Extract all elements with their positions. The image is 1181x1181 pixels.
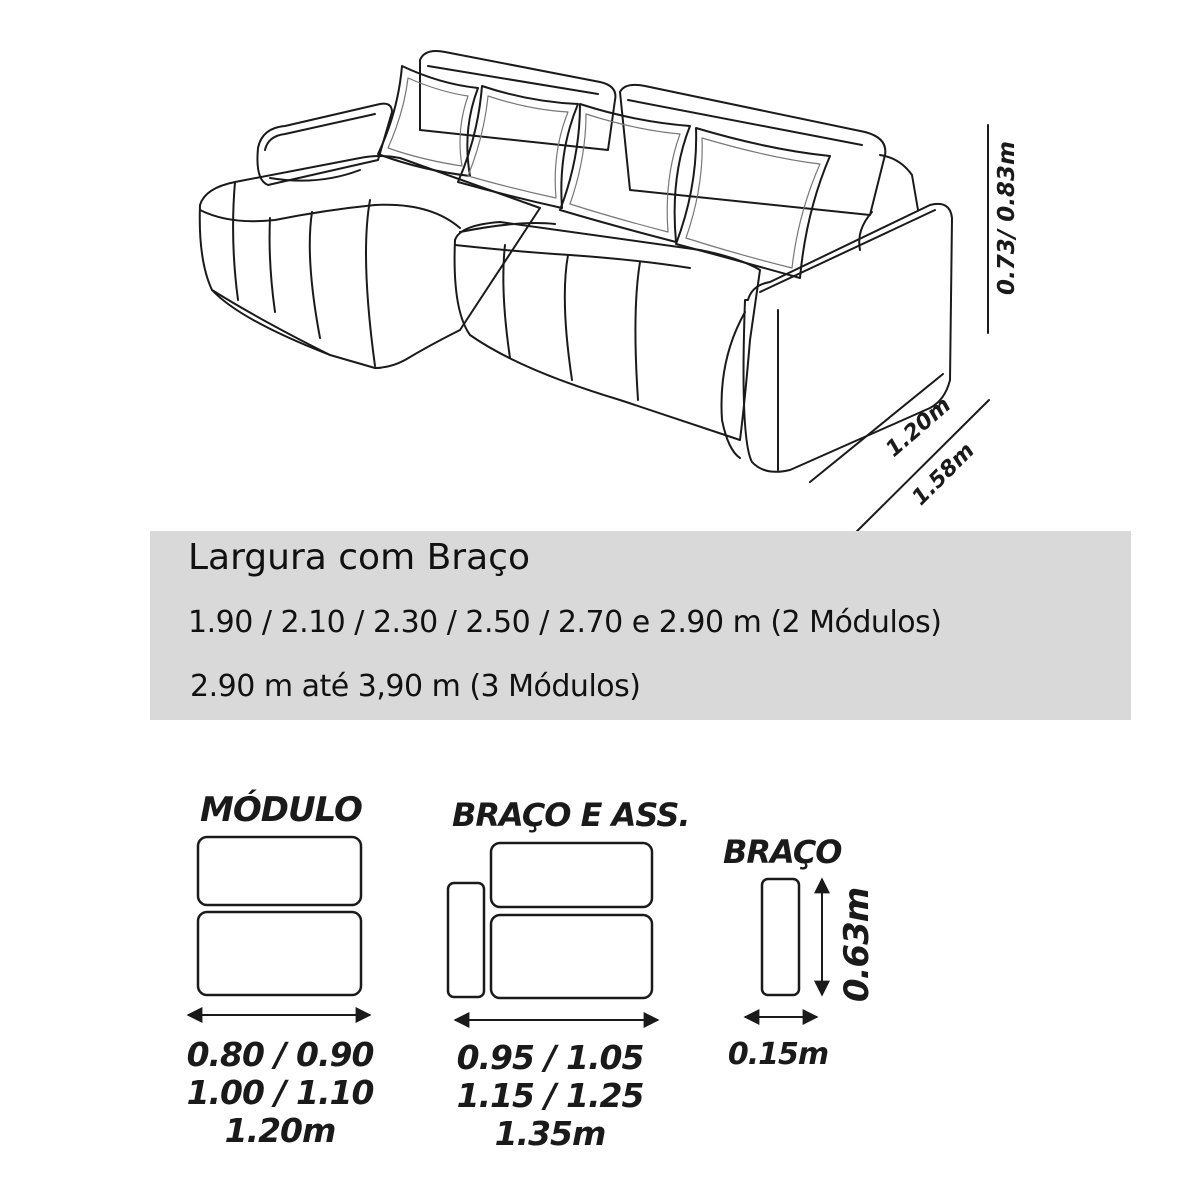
braco-e-ass-seat-cushion (491, 915, 652, 998)
braco-e-ass-arm (448, 883, 484, 997)
banner-line-2-modules: 1.90 / 2.10 / 2.30 / 2.50 / 2.70 e 2.90 m (2 Módulos) (188, 605, 942, 640)
braco-width-text: 0.15m (727, 1037, 829, 1072)
braco-width-label (718, 1036, 838, 1074)
modulo-heading: MÓDULO (200, 790, 362, 830)
braco-height-label: 0.63m (837, 887, 878, 1003)
modulo-seat-cushion (198, 912, 361, 995)
modulo-size-line-2: 1.00 / 1.10 (186, 1073, 374, 1112)
height-dimension-label: 0.73/ 0.83m (993, 141, 1020, 295)
braco-e-ass-heading: BRAÇO E ASS. (452, 796, 690, 834)
modulo-size-line-1: 0.80 / 0.90 (186, 1035, 374, 1074)
braco-arm (762, 879, 799, 995)
braco-e-ass-size-line-1: 0.95 / 1.05 (456, 1038, 644, 1077)
braco-e-ass-sizes (440, 1039, 660, 1153)
modulo-back-cushion (198, 837, 361, 905)
modulo-size-line-3: 1.20m (224, 1111, 336, 1150)
braco-e-ass-back-cushion (491, 843, 652, 907)
modulo-sizes (170, 1036, 390, 1150)
depth-seat-dimension-label: 1.20m (881, 392, 956, 463)
braco-heading: BRAÇO (723, 833, 842, 871)
banner-title: Largura com Braço (188, 537, 530, 578)
depth-chaise-dimension-label: 1.58m (907, 438, 980, 511)
braco-e-ass-size-line-3: 1.35m (494, 1114, 606, 1153)
braco-e-ass-size-line-2: 1.15 / 1.25 (456, 1076, 644, 1115)
banner-line-3-modules: 2.90 m até 3,90 m (3 Módulos) (190, 669, 641, 704)
